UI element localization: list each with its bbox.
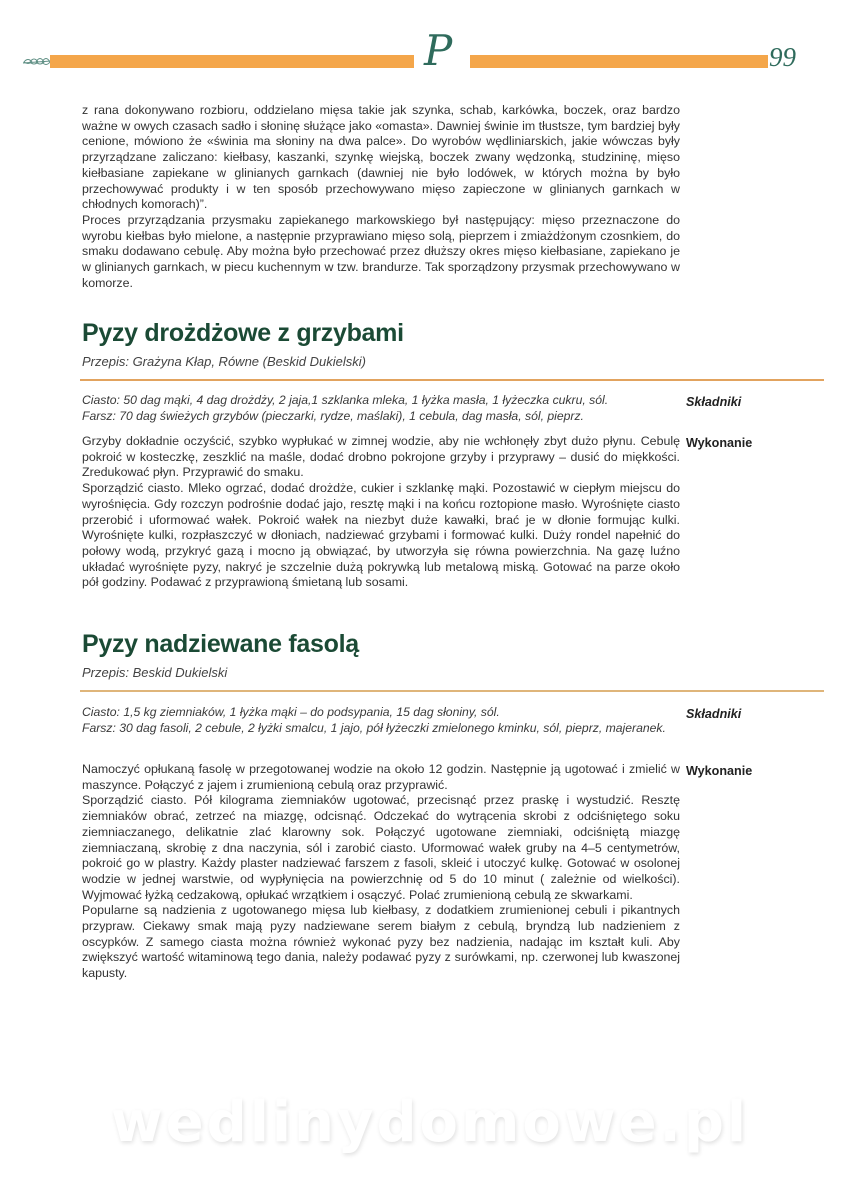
method-paragraph: Grzyby dokładnie oczyścić, szybko wypłukać w zimnej wodzie, aby nie wchłonęły zbyt dużo płynu. Cebulę pokroić w kosteczkę, zeszklić na maśle, dodać drobno pokrojone grzyby i przyprawy – dusić do miękkości. Zredukować płyn. Przyprawić do smaku. [82,434,680,480]
ingredients-label: Składniki [686,395,742,409]
header-bar-left [50,55,414,68]
ingredients-dough: Ciasto: 1,5 kg ziemniaków, 1 łyżka mąki – do podsypania, 15 dag słoniny, sól. [82,705,500,719]
section-divider [80,379,824,381]
intro-paragraph: Proces przyrządzania przysmaku zapiekanego markowskiego był następujący: mięso przeznaczone do wyrobu kiełbas było mielone, a następnie przyprawiano mięso solą, pieprzem i zmiażdżonym czosnkiem, do smaku dodawano cebulę. Aby można było przechować przez dłuższy okres mięso kiełbasiane, zapiekano je w glinianych garnkach, w piecu kuchennym w tzw. brandurze. Tak sporządzony przysmak przechowywano w komorze. [82,212,680,290]
header-bar-right [470,55,768,68]
leaf-ornament-icon [22,54,52,68]
ingredients-filling: Farsz: 70 dag świeżych grzybów (pieczarki, rydze, maślaki), 1 cebula, dag masła, sól, pieprz. [82,408,584,423]
method-label: Wykonanie [686,436,753,450]
ingredients-label: Składniki [686,707,742,721]
watermark: wedlinydomowe.pl [110,1090,750,1155]
method-paragraph: Sporządzić ciasto. Mleko ogrzać, dodać drożdże, cukier i szklankę mąki. Pozostawić w ciepłym miejscu do wyrośnięcia. Gdy rozczyn podrośnie dodać jajo, resztę mąki i na końcu roztopione masło. Wyrośnięte ciasto przerobić i uformować wałek. Pokroić wałek na niezbyt duże kawałki, brać je w dłonie formując kulki. Wyrośnięte kulki, rozpłaszczyć w dłoniach, nadziewać grzybami i formować kulki. Duży rondel napełnić do połowy wodą, przykryć gazą i mocno ją obwiązać, by utworzyła się równa powierzchnia. Na gazę luźno układać wyrośnięte pyzy, nakryć je szczelnie dużą pokrywką lub metalową miską. Gotować na parze około pół godziny. Podawać z przyprawioną śmietaną lub sosami. [82,481,680,590]
method-text [82,434,680,591]
recipe-title: Pyzy nadziewane fasolą [82,630,359,658]
recipe-title: Pyzy drożdżowe z grzybami [82,319,404,347]
page-number: 99 [769,42,796,72]
section-divider [80,690,824,692]
ingredients-dough: Ciasto: 50 dag mąki, 4 dag drożdży, 2 jaja,1 szklanka mleka, 1 łyżka masła, 1 łyżeczka cukru, sól. [82,393,609,407]
ingredients-list [82,393,680,424]
page-header [0,0,848,90]
intro-paragraph: z rana dokonywano rozbioru, oddzielano mięsa takie jak szynka, schab, karkówka, boczek, oraz bardzo ważne w owych czasach sadło i słoninę służące jako «omasta». Dawniej świnie im tłustsze, tym bardziej były cenione, mówiono że «świnia ma słoniny na dwa palce». Do wyrobów wędliniarskich, jakie wówczas były przyrządzane zaliczano: kiełbasy, kaszanki, szynkę wiejską, boczek zwany wędzonką, studzininę, mięso kiełbasiane zapiekane w glinianych garnkach (dawniej nie było lodówek, w których można by było przechowywać produkty i w ten sposób przechowywano mięso zapieczone w glinianych garnkach w chłodnych komorach)”. [82,103,680,212]
method-label: Wykonanie [686,764,753,778]
intro-text [82,103,680,291]
method-paragraph: Sporządzić ciasto. Pół kilograma ziemniaków ugotować, przecisnąć przez praskę i wystudzić. Resztę ziemniaków obrać, zetrzeć na miazgę, odcisnąć. Odczekać do wytrącenia skrobi z odciśniętego soku ziemniaczanego, delikatnie zlać klarowny sok. Połączyć ugotowane ziemniaki, odciśniętą miazgę ziemniaczaną, skrobię z dna naczynia, sól i zarobić ciasto. Uformować wałek gruby na 4–5 centymetrów, pokroić go w plastry. Każdy plaster nadziewać farszem z fasoli, skleić i utoczyć kulkę. Gotować w osolonej wodzie w jednej warstwie, od wypłynięcia na powierzchnię od 5 do 10 minut ( zależnie od wielkości). Wyjmować łyżką cedzakową, opłukać wrzątkiem i osączyć. Polać zrumienioną cebulą ze skwarkami. [82,793,680,902]
recipe-source: Przepis: Grażyna Kłap, Równe (Beskid Dukielski) [82,354,366,369]
section-letter: P [424,26,453,75]
method-paragraph: Namoczyć opłukaną fasolę w przegotowanej wodzie na około 12 godzin. Następnie ją ugotować i zmielić w maszynce. Połączyć z jajem i zrumienioną cebulą oraz przyprawić. [82,762,680,792]
ingredients-list [82,705,680,736]
method-paragraph: Popularne są nadzienia z ugotowanego mięsa lub kiełbasy, z dodatkiem zrumienionej cebuli i pikantnych przypraw. Ciekawy smak mają pyzy nadziewane serem białym z cebulą, bryndzą lub nadzieniem z oscypków. Z samego ciasta można również wykonać pyzy bez nadzienia, nadając im kształt kuli. Aby zwiększyć wartość witaminową tego dania, należy podawać pyzy z surówkami, np. czerwonej lub kwaszonej kapusty. [82,903,680,981]
ingredients-filling: Farsz: 30 dag fasoli, 2 cebule, 2 łyżki smalcu, 1 jajo, pół łyżeczki zmielonego kminku, sól, pieprz, majeranek. [82,720,666,735]
recipe-source: Przepis: Beskid Dukielski [82,665,228,680]
method-text [82,762,680,982]
